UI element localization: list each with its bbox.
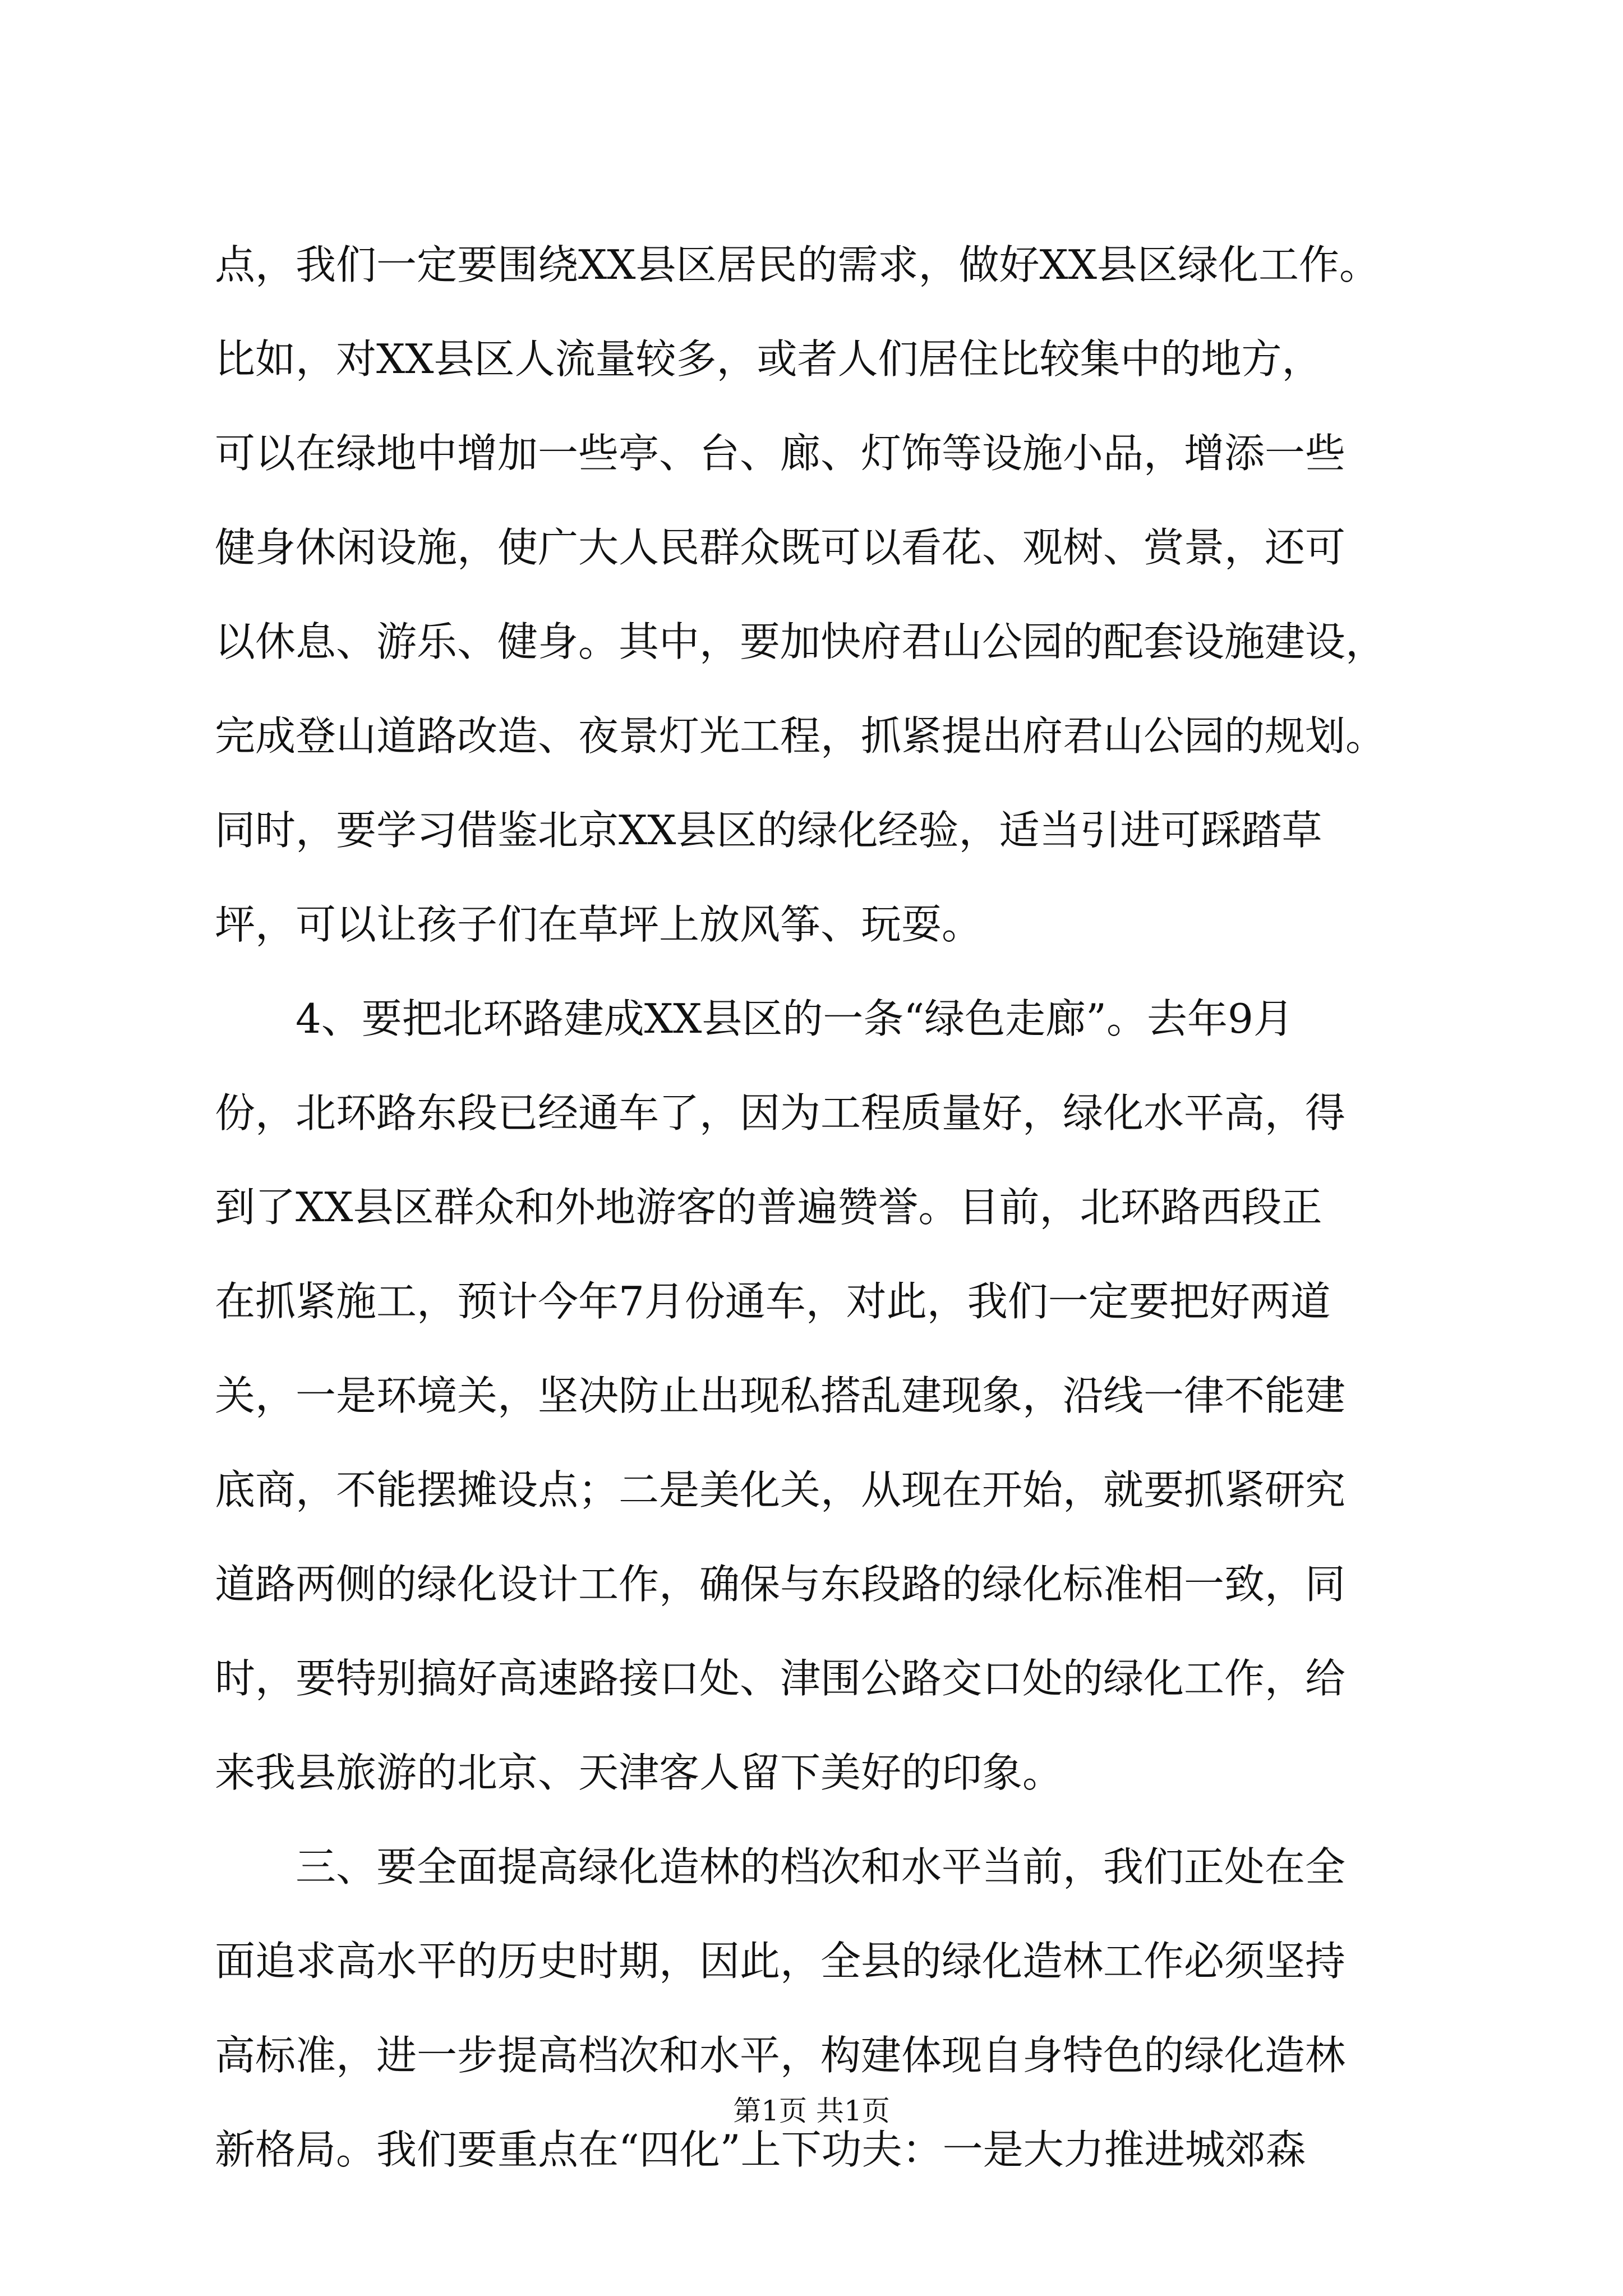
text-line: 可以在绿地中增加一些亭、台、廊、灯饰等设施小品，增添一些 xyxy=(215,430,1346,477)
page-footer xyxy=(0,2091,1623,2131)
text-line: 在抓紧施工，预计今年7月份通车，对此，我们一定要把好两道 xyxy=(215,1278,1331,1325)
text-line: 同时，要学习借鉴北京XX县区的绿化经验，适当引进可踩踏草 xyxy=(215,807,1322,854)
text-line: 到了XX县区群众和外地游客的普遍赞誉。目前，北环路西段正 xyxy=(215,1184,1322,1231)
text-line: 面追求高水平的历史时期，因此，全县的绿化造林工作必须坚持 xyxy=(215,1938,1346,1985)
document-body xyxy=(215,218,1426,2197)
page-number-label: 第1页 共1页 xyxy=(733,2095,890,2127)
text-line: 高标准，进一步提高档次和水平，构建体现自身特色的绿化造林 xyxy=(215,2032,1346,2079)
text-line: 底商，不能摆摊设点；二是美化关，从现在开始，就要抓紧研究 xyxy=(215,1466,1346,1513)
text-line: 健身休闲设施，使广大人民群众既可以看花、观树、赏景，还可 xyxy=(215,524,1346,571)
text-line: 份，北环路东段已经通车了，因为工程质量好，绿化水平高，得 xyxy=(215,1089,1346,1137)
paragraph-start-line: 4、要把北环路建成XX县区的一条“绿色走廊”。去年9月 xyxy=(296,995,1294,1042)
text-line: 来我县旅游的北京、天津客人留下美好的印象。 xyxy=(215,1749,1063,1796)
text-line: 新格局。我们要重点在“四化”上下功夫：一是大力推进城郊森 xyxy=(215,2126,1306,2173)
text-line: 以休息、游乐、健身。其中，要加快府君山公园的配套设施建设， xyxy=(215,618,1386,665)
paragraph-start-line: 三、要全面提高绿化造林的档次和水平当前，我们正处在全 xyxy=(296,1843,1346,1890)
text-line: 点，我们一定要围绕XX县区居民的需求，做好XX县区绿化工作。 xyxy=(215,241,1380,288)
text-line: 关，一是环境关，坚决防止出现私搭乱建现象，沿线一律不能建 xyxy=(215,1372,1346,1419)
text-line: 时，要特别搞好高速路接口处、津围公路交口处的绿化工作，给 xyxy=(215,1655,1346,1702)
text-line: 比如，对XX县区人流量较多，或者人们居住比较集中的地方， xyxy=(215,335,1322,383)
text-line: 道路两侧的绿化设计工作，确保与东段路的绿化标准相一致，同 xyxy=(215,1561,1346,1608)
text-line: 坪，可以让孩子们在草坪上放风筝、玩耍。 xyxy=(215,901,983,948)
text-line: 完成登山道路改造、夜景灯光工程，抓紧提出府君山公园的规划。 xyxy=(215,712,1386,760)
